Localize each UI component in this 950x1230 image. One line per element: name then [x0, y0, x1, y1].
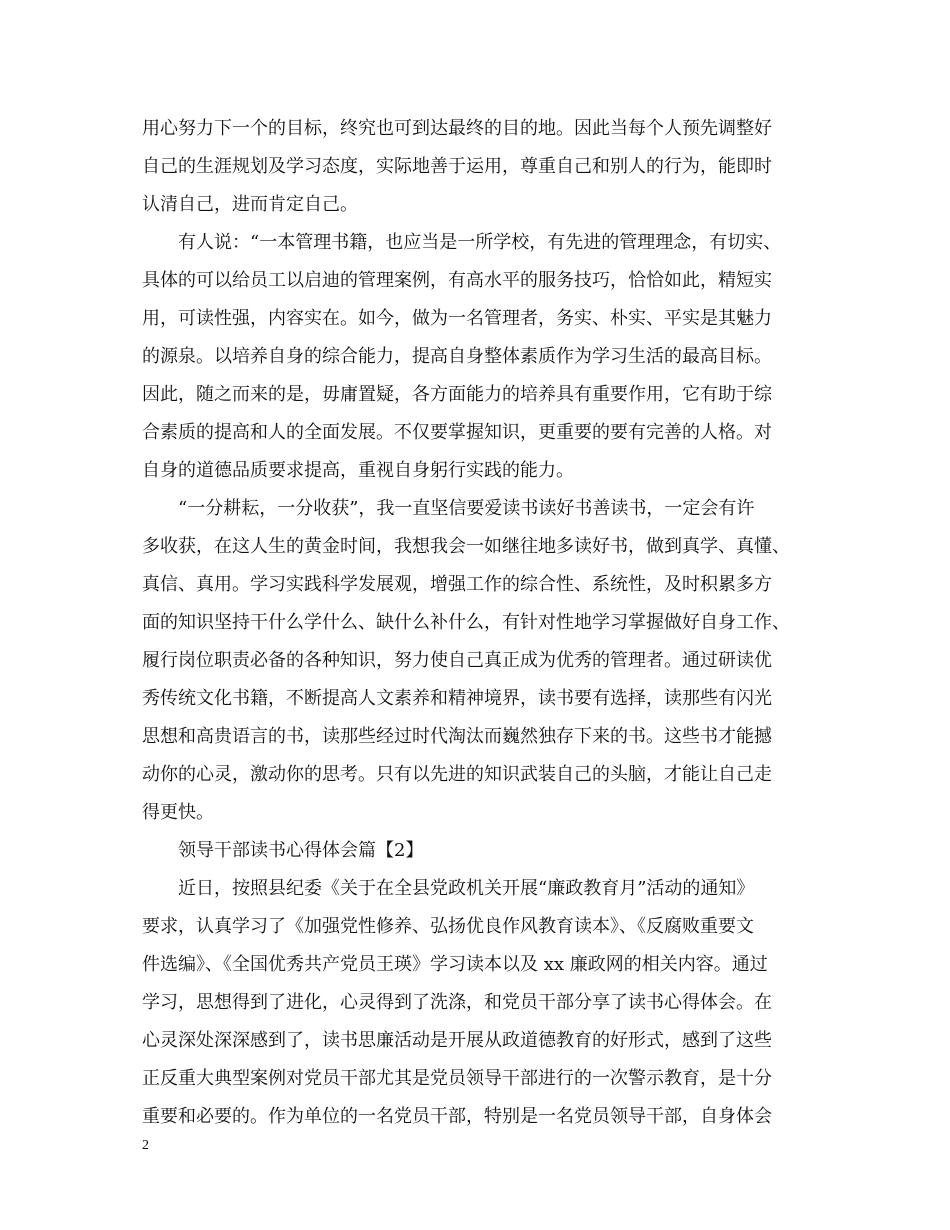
text-line: 思想和高贵语言的书，读那些经过时代淘汰而巍然独存下来的书。这些书才能撼: [142, 726, 772, 747]
text-line: 合素质的提高和人的全面发展。不仅要掌握知识，更重要的要有完善的人格。对: [142, 422, 772, 443]
text-line: “一分耕耘，一分收获”，我一直坚信要爱读书读好书善读书，一定会有许: [142, 498, 755, 519]
section-heading: 领导干部读书心得体会篇【2】: [142, 840, 424, 861]
text-line: 重要和必要的。作为单位的一名党员干部，特别是一名党员领导干部，自身体会: [142, 1106, 772, 1127]
text-line: 履行岗位职责必备的各种知识，努力使自己真正成为优秀的管理者。通过研读优: [142, 650, 772, 671]
text-line: 近日，按照县纪委《关于在全县党政机关开展“廉政教育月”活动的通知》: [142, 878, 755, 899]
text-line: 得更快。: [142, 802, 214, 823]
text-line: 秀传统文化书籍，不断提高人文素养和精神境界，读书要有选择，读那些有闪光: [142, 688, 772, 709]
text-line: 自己的生涯规划及学习态度，实际地善于运用，尊重自己和别人的行为，能即时: [142, 156, 772, 177]
text-line: 具体的可以给员工以启迪的管理案例，有高水平的服务技巧，恰恰如此，精短实: [142, 270, 772, 291]
text-line: 用，可读性强，内容实在。如今，做为一名管理者，务实、朴实、平实是其魅力: [142, 308, 772, 329]
text-line: 要求，认真学习了《加强党性修养、弘扬优良作风教育读本》、《反腐败重要文: [142, 916, 754, 937]
text-line: 的源泉。以培养自身的综合能力，提高自身整体素质作为学习生活的最高目标。: [142, 346, 772, 367]
text-line: 正反重大典型案例对党员干部尤其是党员领导干部进行的一次警示教育，是十分: [142, 1068, 772, 1089]
text-line: 件选编》、《全国优秀共产党员王瑛》学习读本以及 xx 廉政网的相关内容。通过: [142, 954, 768, 975]
text-line: 心灵深处深深感到了，读书思廉活动是开展从政道德教育的好形式，感到了这些: [142, 1030, 772, 1051]
text-line: 自身的道德品质要求提高，重视自身躬行实践的能力。: [142, 460, 574, 481]
text-line: 有人说：“一本管理书籍，也应当是一所学校，有先进的管理理念，有切实、: [142, 232, 782, 253]
text-line: 动你的心灵，激动你的思考。只有以先进的知识武装自己的头脑，才能让自己走: [142, 764, 772, 785]
text-line: 多收获，在这人生的黄金时间，我想我会一如继往地多读好书，做到真学、真懂、: [142, 536, 790, 557]
text-line: 因此，随之而来的是，毋庸置疑，各方面能力的培养具有重要作用，它有助于综: [142, 384, 772, 405]
text-line: 真信、真用。学习实践科学发展观，增强工作的综合性、系统性，及时积累多方: [142, 574, 772, 595]
text-line: 学习，思想得到了进化，心灵得到了洗涤，和党员干部分享了读书心得体会。在: [142, 992, 772, 1013]
text-line: 用心努力下一个的目标，终究也可到达最终的目的地。因此当每个人预先调整好: [142, 118, 772, 139]
text-line: 面的知识坚持干什么学什么、缺什么补什么，有针对性地学习掌握做好自身工作、: [142, 612, 790, 633]
text-line: 认清自己，进而肯定自己。: [142, 194, 358, 215]
page-number: 2: [142, 1138, 149, 1153]
